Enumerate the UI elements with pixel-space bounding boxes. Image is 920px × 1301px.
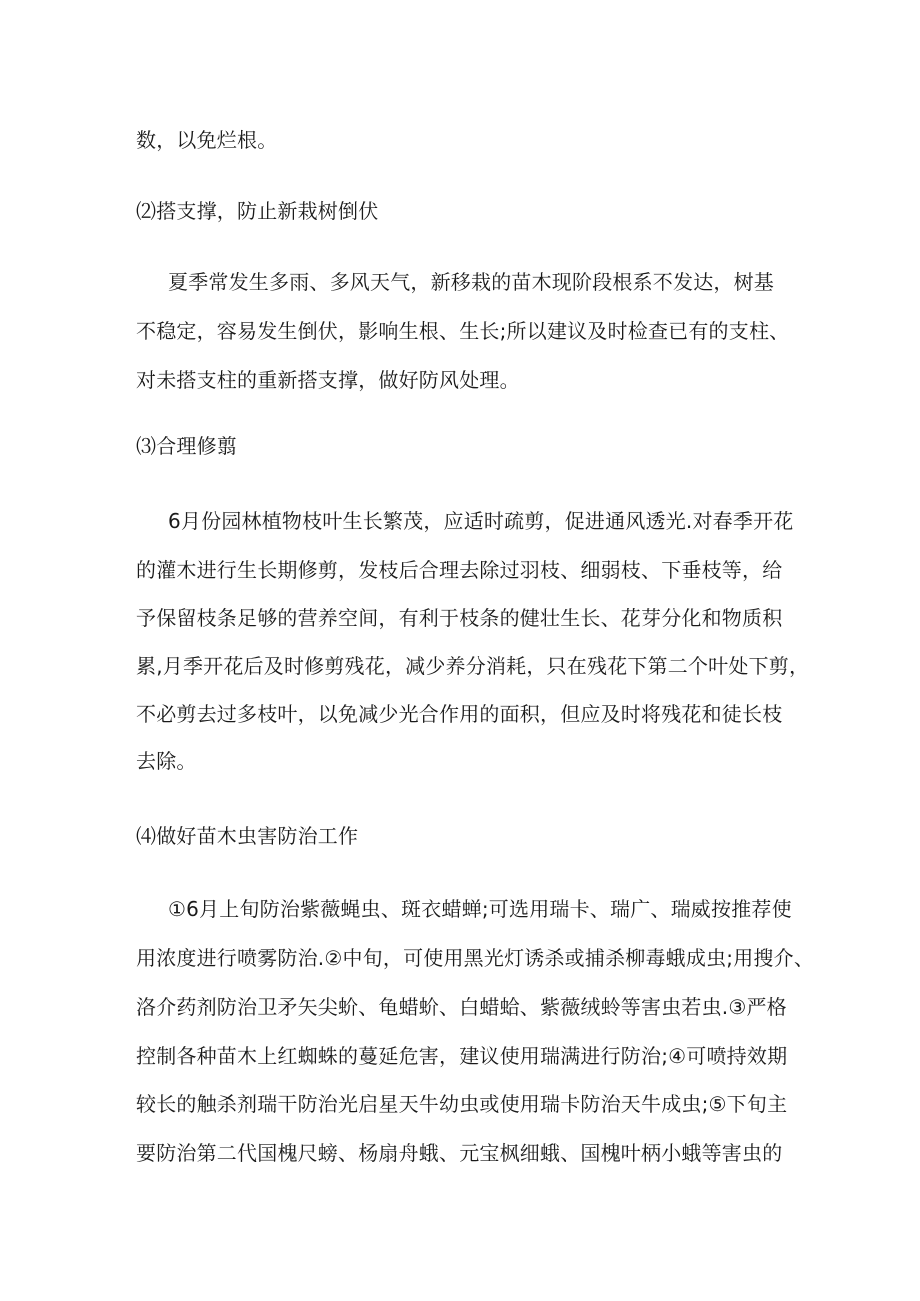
section-heading-3: ⑶合理修翦: [136, 434, 237, 458]
paragraph-line: 夏季常发生多雨、多风天气，新移栽的苗木现阶段根系不发达，树基: [168, 270, 774, 294]
paragraph-line: 予保留枝条足够的营养空间，有利于枝条的健壮生长、花芽分化和物质积: [136, 606, 783, 630]
paragraph-line: 洛介药剂防治卫矛矢尖蚧、龟蜡蚧、白蜡蛤、紫薇绒蛉等害虫若虫.③严格: [136, 995, 787, 1019]
section-heading-2: ⑵搭支撑，防止新栽树倒伏: [136, 199, 379, 223]
section-heading-4: ⑷做好苗木虫害防治工作: [136, 824, 359, 848]
text-line: 数，以免烂根。: [136, 128, 278, 152]
paragraph-line: 6月份园林植物枝叶生长繁茂，应适时疏剪，促进通风透光.对春季开花: [168, 509, 794, 533]
paragraph-line: 要防治第二代国槐尺螃、杨扇舟蛾、元宝枫细蛾、国槐叶柄小蛾等害虫的: [136, 1141, 783, 1165]
paragraph-line: 去除。: [136, 749, 197, 773]
paragraph-line: 不稳定，容易发生倒伏，影响生根、生长;所以建议及时检查已有的支柱、: [136, 319, 790, 343]
paragraph-line: 控制各种苗木上红蜘蛛的蔓延危害，建议使用瑞满进行防治;④可喷持效期: [136, 1044, 788, 1068]
paragraph-line: 较长的触杀剂瑞干防治光启星天牛幼虫或使用瑞卡防治天牛成虫;⑤下旬主: [136, 1092, 788, 1116]
paragraph-line: 用浓度进行喷雾防治.②中旬，可使用黑光灯诱杀或捕杀柳毒蛾成虫;用搜介、: [136, 946, 815, 970]
paragraph-line: 对未搭支柱的重新搭支撑，做好防风处理。: [136, 368, 520, 392]
paragraph-line: 的灌木进行生长期修剪，发枝后合理去除过羽枝、细弱枝、下垂枝等，给: [136, 558, 783, 582]
paragraph-line: 不必剪去过多枝叶，以免减少光合作用的面积，但应及时将残花和徒长枝: [136, 702, 783, 726]
paragraph-line: 累,月季开花后及时修剪残花，减少养分消耗，只在残花下第二个叶处下剪，: [136, 654, 810, 678]
paragraph-line: ①6月上旬防治紫薇蝇虫、斑衣蜡蝉;可选用瑞卡、瑞广、瑞威按推荐使: [168, 897, 792, 921]
